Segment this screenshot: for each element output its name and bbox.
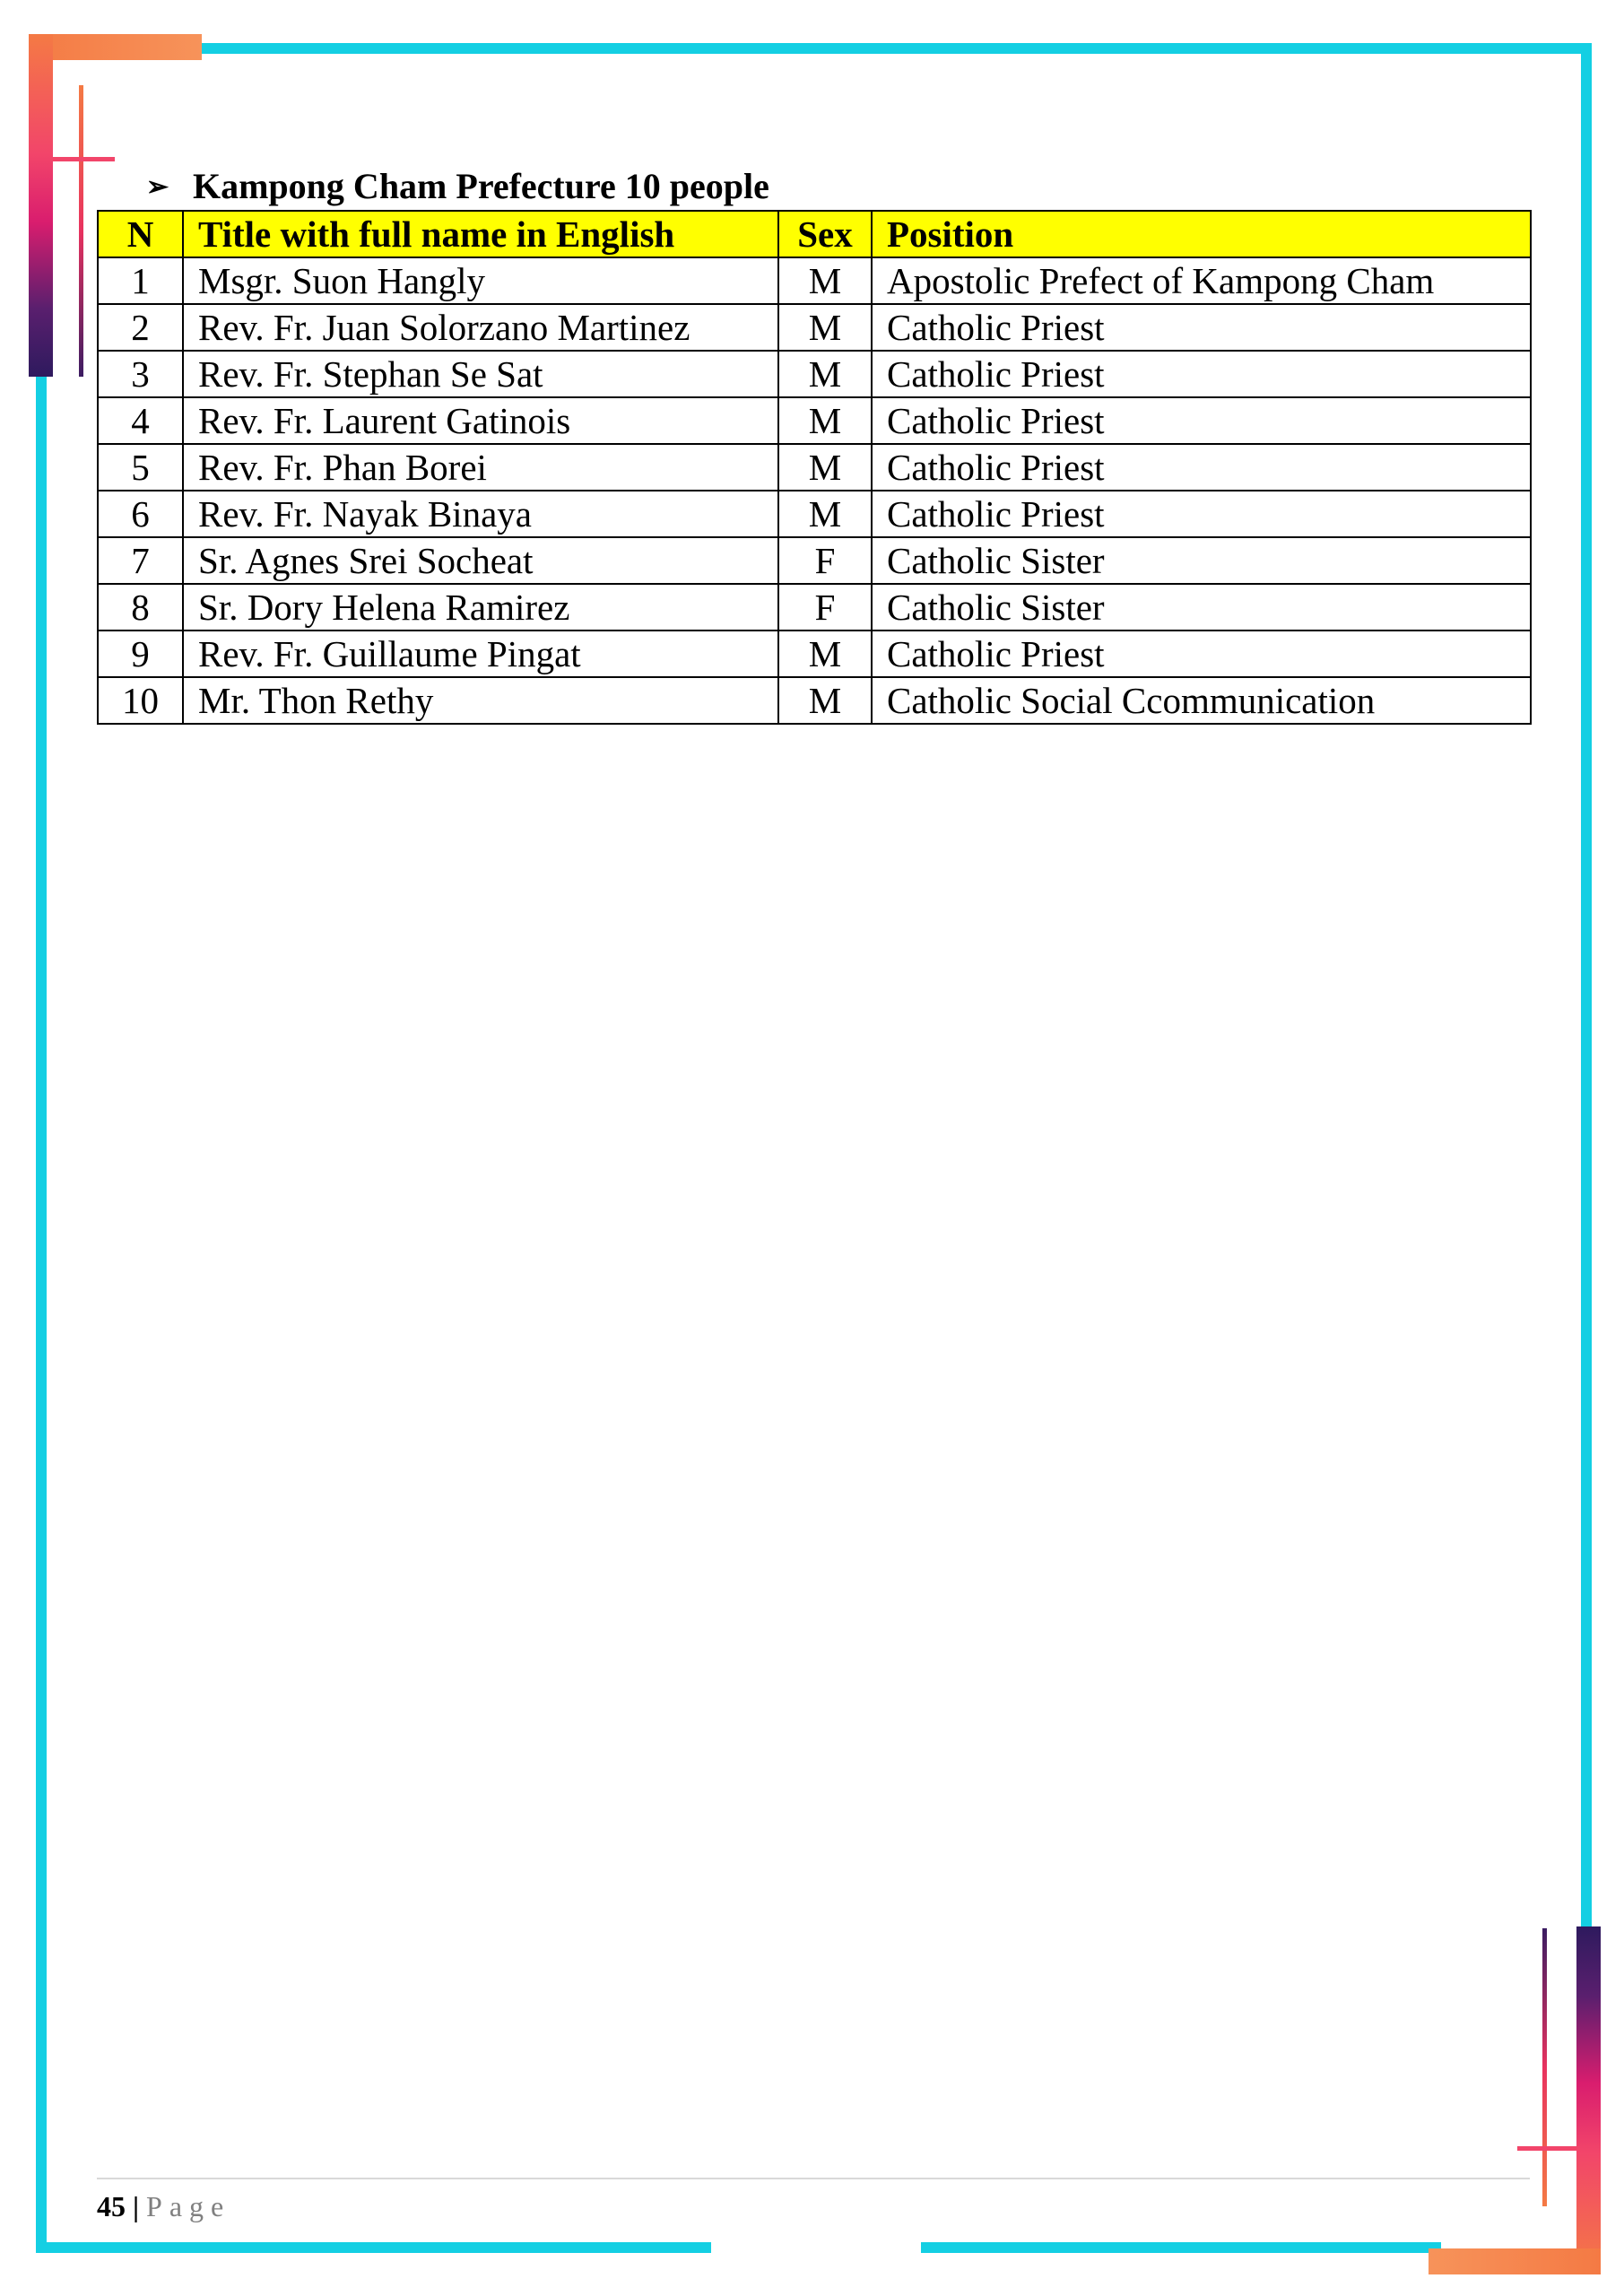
cell-position: Catholic Priest <box>872 397 1531 444</box>
table-row <box>98 584 1531 631</box>
table-row <box>98 304 1531 351</box>
corner-ornament-right-cross <box>1517 2146 1580 2151</box>
table-row <box>98 631 1531 677</box>
cell-position: Apostolic Prefect of Kampong Cham <box>872 257 1531 304</box>
cell-name: Rev. Fr. Nayak Binaya <box>183 491 778 537</box>
page-footer <box>97 2188 230 2224</box>
arrow-bullet-icon: ➢ <box>146 172 169 202</box>
table-row <box>98 397 1531 444</box>
frame-border-bottom-left <box>36 2242 711 2253</box>
cell-name: Rev. Fr. Guillaume Pingat <box>183 631 778 677</box>
footer-separator: | <box>133 2190 140 2222</box>
table-header-row <box>98 211 1531 257</box>
cell-number: 4 <box>98 397 183 444</box>
cell-name: Rev. Fr. Laurent Gatinois <box>183 397 778 444</box>
frame-border-top <box>202 43 1592 54</box>
cell-sex: M <box>778 631 872 677</box>
corner-ornament-left-bar <box>29 34 53 377</box>
cell-name: Rev. Fr. Juan Solorzano Martinez <box>183 304 778 351</box>
cell-position: Catholic Priest <box>872 631 1531 677</box>
cell-number: 5 <box>98 444 183 491</box>
cell-number: 3 <box>98 351 183 397</box>
cell-sex: M <box>778 257 872 304</box>
cell-position: Catholic Sister <box>872 537 1531 584</box>
cell-position: Catholic Priest <box>872 444 1531 491</box>
corner-ornament-top-bar <box>29 34 202 60</box>
section-heading-text: Kampong Cham Prefecture 10 people <box>193 166 769 206</box>
cell-number: 1 <box>98 257 183 304</box>
cell-name: Sr. Agnes Srei Socheat <box>183 537 778 584</box>
cell-position: Catholic Priest <box>872 304 1531 351</box>
corner-ornament-right-line <box>1542 1928 1547 2206</box>
cell-sex: M <box>778 304 872 351</box>
corner-ornament-bottom-bar <box>1429 2248 1601 2274</box>
table-row <box>98 257 1531 304</box>
cell-name: Rev. Fr. Stephan Se Sat <box>183 351 778 397</box>
cell-name: Mr. Thon Rethy <box>183 677 778 724</box>
cell-position: Catholic Sister <box>872 584 1531 631</box>
cell-name: Rev. Fr. Phan Borei <box>183 444 778 491</box>
corner-ornament-left-line <box>79 85 83 377</box>
cell-number: 10 <box>98 677 183 724</box>
frame-border-left <box>36 377 47 2253</box>
column-header-name: Title with full name in English <box>183 211 778 257</box>
section-heading <box>146 165 769 209</box>
cell-number: 6 <box>98 491 183 537</box>
cell-sex: M <box>778 351 872 397</box>
cell-sex: F <box>778 537 872 584</box>
cell-position: Catholic Priest <box>872 491 1531 537</box>
cell-sex: M <box>778 677 872 724</box>
table-row <box>98 491 1531 537</box>
column-header-position: Position <box>872 211 1531 257</box>
frame-border-bottom-right <box>921 2242 1441 2253</box>
cell-sex: M <box>778 397 872 444</box>
cell-sex: M <box>778 444 872 491</box>
page-number: 45 <box>97 2190 126 2222</box>
table-row <box>98 677 1531 724</box>
footer-divider <box>97 2178 1530 2179</box>
cell-sex: F <box>778 584 872 631</box>
cell-name: Sr. Dory Helena Ramirez <box>183 584 778 631</box>
cell-position: Catholic Priest <box>872 351 1531 397</box>
personnel-table <box>97 210 1532 725</box>
frame-border-right <box>1581 43 1592 1926</box>
cell-name: Msgr. Suon Hangly <box>183 257 778 304</box>
cell-position: Catholic Social Ccommunication <box>872 677 1531 724</box>
table-row <box>98 537 1531 584</box>
cell-number: 2 <box>98 304 183 351</box>
cell-sex: M <box>778 491 872 537</box>
page-label: Page <box>146 2190 231 2222</box>
table-row <box>98 444 1531 491</box>
cell-number: 7 <box>98 537 183 584</box>
column-header-sex: Sex <box>778 211 872 257</box>
cell-number: 9 <box>98 631 183 677</box>
column-header-number: N <box>98 211 183 257</box>
corner-ornament-right-bar <box>1576 1926 1601 2274</box>
cell-number: 8 <box>98 584 183 631</box>
corner-ornament-left-cross <box>50 157 115 161</box>
table-row <box>98 351 1531 397</box>
